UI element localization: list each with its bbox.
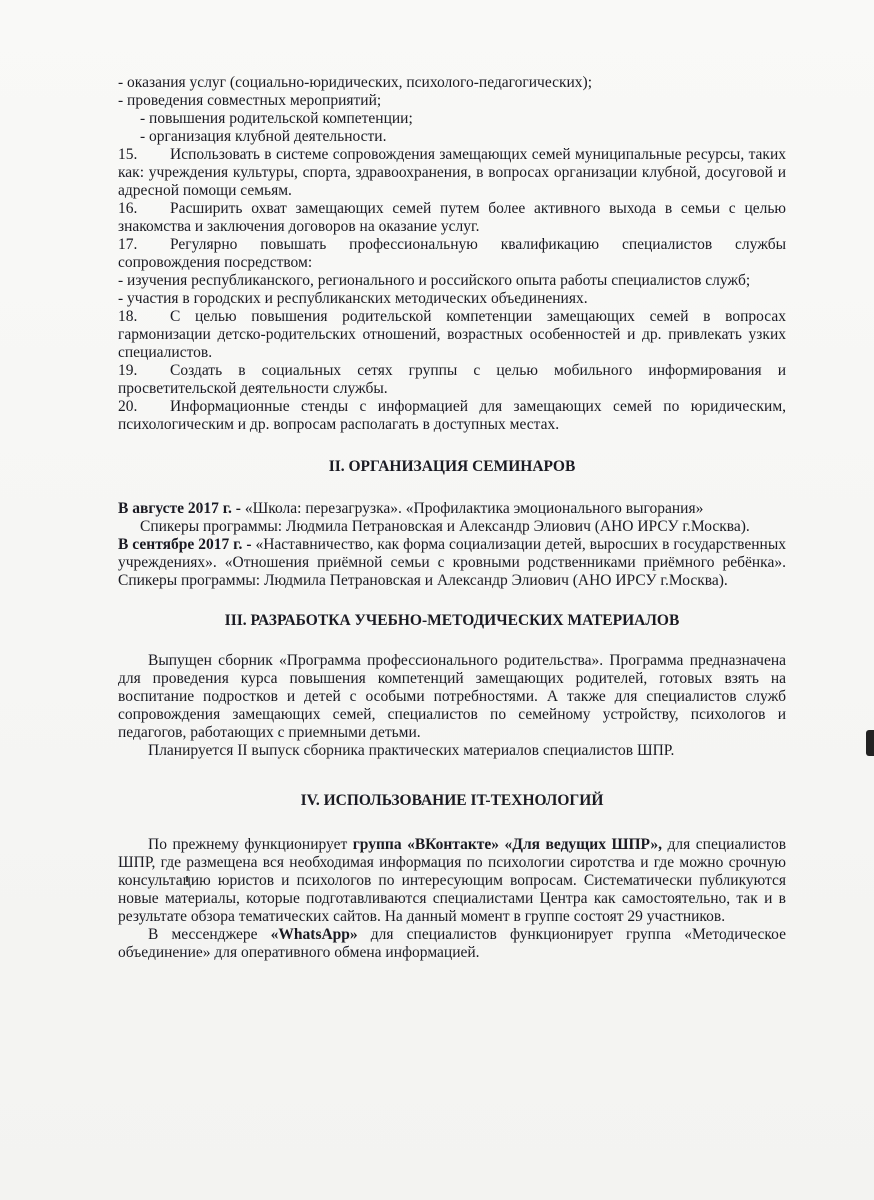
section-4-heading: IV. ИСПОЛЬЗОВАНИЕ IT-ТЕХНОЛОГИЙ: [300, 792, 604, 809]
document-body: [118, 74, 786, 962]
numbered-item-18: 18. С целью повышения родительской компетенции замещающих семей в вопросах гармонизации детско-родительских отношений, возрастных особенностей и др. привлекать узких специалистов.: [118, 308, 786, 361]
section-3-heading: III. РАЗРАБОТКА УЧЕБНО-МЕТОДИЧЕСКИХ МАТЕРИАЛОВ: [224, 612, 680, 629]
seminar-august: В августе 2017 г. - «Школа: перезагрузка». «Профилактика эмоционального выгорания»: [118, 500, 704, 517]
seminar-september: В сентябре 2017 г. - «Наставничество, как форма социализации детей, выросших в государственных учреждениях». «Отношения приёмной семьи с кровными родственниками приёмного ребёнка». Спикеры программы: Людмила Петрановская и Александр Элиович (АНО ИРСУ г.Москва).: [118, 536, 786, 589]
numbered-item-20: 20. Информационные стенды с информацией для замещающих семей по юридическим, психологическим и др. вопросам располагать в доступных местах.: [118, 398, 786, 433]
section-3-paragraph: Выпущен сборник «Программа профессионального родительства». Программа предназначена для проведения курса повышения компетенций замещающих родителей, готовых взять на воспитание подростков и детей с особыми потребностями. А также для специалистов служб сопровождения замещающих семей, специалистов по семейному устройству, психологов и педагогов, работающих с приемными детьми.: [118, 652, 786, 741]
section-2-heading: II. ОРГАНИЗАЦИЯ СЕМИНАРОВ: [328, 458, 576, 475]
section-4-paragraph: По прежнему функционирует группа «ВКонтакте» «Для ведущих ШПР», для специалистов ШПР, где размещена вся необходимая информация по психологии сиротства и где можно срочную консультацию юристов и психологов по интересующим вопросам. Систематически публикуются новые материалы, которые подготавливаются специалистами Центра как самостоятельно, так и в результате обзора тематических сайтов. На данный момент в группе состоят 29 участников.: [118, 836, 787, 925]
list-item: - оказания услуг (социально-юридических, психолого-педагогических);: [118, 74, 593, 91]
seminar-august-date: В августе 2017 г. -: [118, 500, 241, 517]
numbered-item-15: 15. Использовать в системе сопровождения замещающих семей муниципальные ресурсы, таких как: учреждения культуры, спорта, здравоохранения, в вопросах организации клубной, досуговой и адресной помощи семьям.: [118, 146, 786, 199]
seminar-september-date: В сентябре 2017 г. -: [118, 536, 252, 553]
section-4-paragraph: В мессенджере «WhatsApp» для специалистов функционирует группа «Методическое объединение» для оперативного обмена информацией.: [118, 926, 786, 961]
list-item: - проведения совместных мероприятий;: [118, 92, 382, 109]
list-item: - организация клубной деятельности.: [140, 128, 387, 145]
list-item: - повышения родительской компетенции;: [140, 110, 413, 127]
numbered-item-16: 16. Расширить охват замещающих семей путем более активного выхода в семьи с целью знакомства и заключения договоров на оказание услуг.: [118, 200, 786, 235]
seminar-august-speakers: Спикеры программы: Людмила Петрановская и Александр Элиович (АНО ИРСУ г.Москва).: [140, 518, 750, 535]
scan-edge-mark: [866, 730, 874, 756]
numbered-item-19: 19. Создать в социальных сетях группы с целью мобильного информирования и просветительской деятельности службы.: [118, 362, 786, 397]
list-item: - участия в городских и республиканских методических объединениях.: [118, 290, 588, 307]
section-3-paragraph: Планируется II выпуск сборника практических материалов специалистов ШПР.: [148, 742, 675, 759]
list-item: - изучения республиканского, регионального и российского опыта работы специалистов служб;: [118, 272, 751, 289]
numbered-item-17: 17. Регулярно повышать профессиональную квалификацию специалистов службы сопровождения посредством:: [118, 236, 786, 271]
